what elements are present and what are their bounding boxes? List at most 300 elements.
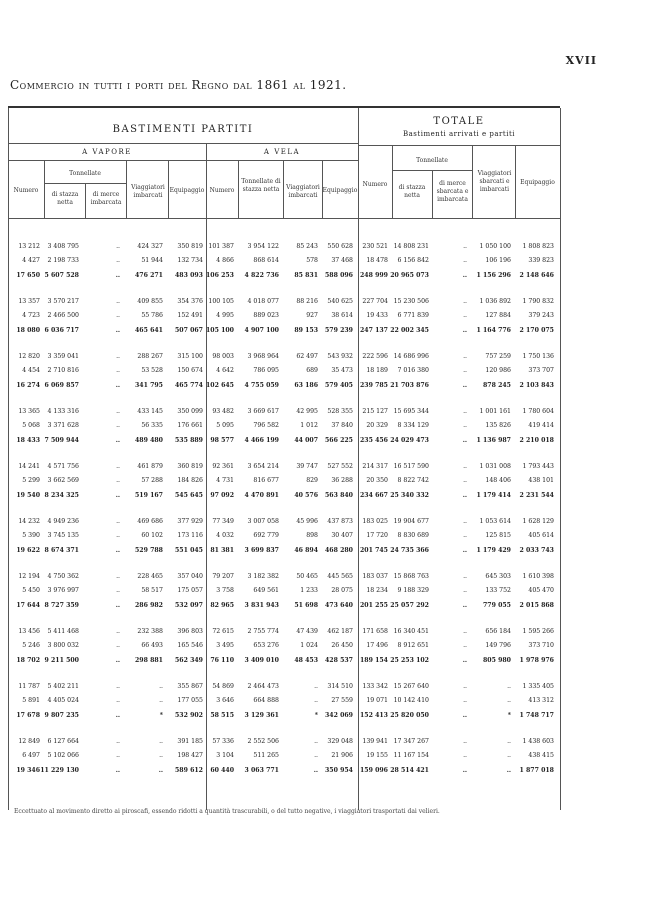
table-cell: 645 303 bbox=[485, 573, 511, 580]
vela-equipaggio-header: Equipaggio bbox=[322, 187, 358, 194]
table-total-row bbox=[0, 602, 655, 612]
table-cell: 3 646 bbox=[216, 697, 234, 704]
table-cell: 653 276 bbox=[253, 642, 279, 649]
table-cell: 18 433 bbox=[16, 437, 40, 444]
table-cell: 57 288 bbox=[141, 477, 163, 484]
table-cell: 692 779 bbox=[253, 532, 279, 539]
table-cell: .. bbox=[158, 767, 163, 774]
table-cell: .. bbox=[463, 573, 467, 580]
table-cell: 350 099 bbox=[177, 408, 203, 415]
table-cell: 98 003 bbox=[212, 353, 234, 360]
table-cell: 15 695 344 bbox=[393, 408, 429, 415]
table-cell: .. bbox=[463, 298, 467, 305]
table-cell: .. bbox=[116, 738, 120, 745]
table-row bbox=[0, 697, 655, 707]
table-cell: 1 050 100 bbox=[479, 243, 511, 250]
table-cell: 4 571 756 bbox=[47, 463, 79, 470]
table-cell: 779 055 bbox=[483, 602, 511, 609]
table-cell: 329 048 bbox=[327, 738, 353, 745]
table-cell: 2 198 733 bbox=[47, 257, 79, 264]
table-cell: .. bbox=[463, 628, 467, 635]
table-cell: .. bbox=[462, 767, 467, 774]
table-cell: 4 018 077 bbox=[247, 298, 279, 305]
table-cell: 545 645 bbox=[175, 492, 203, 499]
table-cell: 868 614 bbox=[253, 257, 279, 264]
table-cell: .. bbox=[463, 518, 467, 525]
table-cell: 2 033 743 bbox=[519, 547, 554, 554]
table-cell: 3 669 617 bbox=[247, 408, 279, 415]
page-number: XVII bbox=[565, 54, 597, 67]
table-cell: 234 667 bbox=[360, 492, 388, 499]
table-cell: 354 376 bbox=[177, 298, 203, 305]
table-cell: .. bbox=[116, 587, 120, 594]
table-cell: 286 982 bbox=[135, 602, 163, 609]
table-cell: 77 349 bbox=[212, 518, 234, 525]
table-cell: 15 267 640 bbox=[393, 683, 429, 690]
table-cell: 230 521 bbox=[362, 243, 388, 250]
table-cell: 483 093 bbox=[175, 272, 203, 279]
table-cell: 3 408 795 bbox=[47, 243, 79, 250]
table-cell: 437 873 bbox=[327, 518, 353, 525]
table-cell: 8 830 689 bbox=[397, 532, 429, 539]
table-cell: 46 894 bbox=[294, 547, 318, 554]
table-cell: 1 036 892 bbox=[479, 298, 511, 305]
table-cell: 1 024 bbox=[300, 642, 318, 649]
table-cell: 1 156 296 bbox=[476, 272, 511, 279]
table-cell: 58 515 bbox=[210, 712, 234, 719]
table-cell: 8 334 129 bbox=[397, 422, 429, 429]
table-cell: 17 678 bbox=[16, 712, 40, 719]
table-cell: 14 686 996 bbox=[393, 353, 429, 360]
table-cell: 6 156 842 bbox=[397, 257, 429, 264]
table-row bbox=[0, 367, 655, 377]
table-cell: 469 686 bbox=[137, 518, 163, 525]
table-cell: 8 674 371 bbox=[44, 547, 79, 554]
table-cell: 527 552 bbox=[327, 463, 353, 470]
table-cell: 4 723 bbox=[22, 312, 40, 319]
table-row bbox=[0, 628, 655, 638]
table-cell: * bbox=[507, 712, 511, 719]
table-row bbox=[0, 587, 655, 597]
table-cell: 20 965 073 bbox=[390, 272, 429, 279]
table-cell: 19 155 bbox=[366, 752, 388, 759]
table-cell: 1 164 776 bbox=[476, 327, 511, 334]
vela-tonnellate-header: Tonnellate di stazza netta bbox=[241, 178, 281, 194]
table-total-row bbox=[0, 272, 655, 282]
footnote: Eccettuato al movimento diretto ai piroscafi, essendo ridotti a quantità trascurabili, o del tutto negative, i viaggiatori trasportati dai velieri. bbox=[14, 808, 440, 815]
table-cell: .. bbox=[463, 243, 467, 250]
table-cell: 438 415 bbox=[528, 752, 554, 759]
table-cell: 85 243 bbox=[296, 243, 318, 250]
table-cell: 150 674 bbox=[177, 367, 203, 374]
table-cell: 2 464 473 bbox=[247, 683, 279, 690]
table-cell: 125 815 bbox=[485, 532, 511, 539]
table-cell: 171 658 bbox=[362, 628, 388, 635]
table-cell: 898 bbox=[306, 532, 318, 539]
table-row bbox=[0, 257, 655, 267]
table-cell: 391 185 bbox=[177, 738, 203, 745]
table-cell: .. bbox=[314, 697, 318, 704]
table-cell: 4 822 736 bbox=[244, 272, 279, 279]
table-cell: 18 702 bbox=[16, 657, 40, 664]
table-cell: 468 280 bbox=[325, 547, 353, 554]
table-cell: 232 388 bbox=[137, 628, 163, 635]
table-cell: 11 229 130 bbox=[40, 767, 79, 774]
table-cell: .. bbox=[463, 463, 467, 470]
table-cell: 12 820 bbox=[18, 353, 40, 360]
table-cell: .. bbox=[463, 642, 467, 649]
table-cell: 409 855 bbox=[137, 298, 163, 305]
table-cell: 159 096 bbox=[360, 767, 388, 774]
table-cell: 786 095 bbox=[253, 367, 279, 374]
totale-numero-header: Numero bbox=[362, 181, 388, 188]
table-cell: 649 561 bbox=[253, 587, 279, 594]
page-title: Commercio in tutti i porti del Regno dal 1861 al 1921. bbox=[10, 78, 347, 92]
table-cell: 106 196 bbox=[485, 257, 511, 264]
table-cell: 4 470 891 bbox=[244, 492, 279, 499]
table-cell: 1 877 018 bbox=[519, 767, 554, 774]
table-cell: 12 194 bbox=[18, 573, 40, 580]
table-cell: 4 427 bbox=[22, 257, 40, 264]
table-cell: 5 411 468 bbox=[47, 628, 79, 635]
table-cell: 16 274 bbox=[16, 382, 40, 389]
table-cell: .. bbox=[116, 642, 120, 649]
table-cell: .. bbox=[116, 628, 120, 635]
table-cell: .. bbox=[116, 463, 120, 470]
table-cell: .. bbox=[463, 697, 467, 704]
table-row bbox=[0, 477, 655, 487]
table-cell: 1 233 bbox=[300, 587, 318, 594]
table-cell: .. bbox=[116, 697, 120, 704]
table-cell: 28 514 421 bbox=[390, 767, 429, 774]
table-cell: .. bbox=[115, 382, 120, 389]
table-cell: 405 614 bbox=[528, 532, 554, 539]
table-cell: 8 822 742 bbox=[397, 477, 429, 484]
table-cell: 350 819 bbox=[177, 243, 203, 250]
table-cell: 5 299 bbox=[22, 477, 40, 484]
table-cell: .. bbox=[463, 367, 467, 374]
table-cell: .. bbox=[463, 752, 467, 759]
table-cell: 562 349 bbox=[175, 657, 203, 664]
table-cell: 473 640 bbox=[325, 602, 353, 609]
table-cell: .. bbox=[462, 657, 467, 664]
table-cell: .. bbox=[462, 437, 467, 444]
table-row bbox=[0, 642, 655, 652]
table-cell: 1 335 405 bbox=[522, 683, 554, 690]
table-cell: 550 628 bbox=[327, 243, 353, 250]
table-cell: 11 167 154 bbox=[393, 752, 429, 759]
table-cell: 5 246 bbox=[22, 642, 40, 649]
table-cell: 11 787 bbox=[18, 683, 40, 690]
table-cell: 183 025 bbox=[362, 518, 388, 525]
table-cell: 19 346 bbox=[16, 767, 40, 774]
table-cell: .. bbox=[314, 738, 318, 745]
table-cell: 9 211 500 bbox=[44, 657, 79, 664]
table-cell: .. bbox=[463, 587, 467, 594]
table-cell: 3 745 135 bbox=[47, 532, 79, 539]
table-cell: 4 642 bbox=[216, 367, 234, 374]
table-cell: 1 012 bbox=[300, 422, 318, 429]
table-cell: 42 995 bbox=[296, 408, 318, 415]
totale-merce-header: di merce sbarcata e imbarcata bbox=[436, 180, 469, 204]
table-cell: 105 100 bbox=[206, 327, 234, 334]
table-cell: 152 491 bbox=[177, 312, 203, 319]
table-cell: 3 758 bbox=[216, 587, 234, 594]
table-cell: 235 456 bbox=[360, 437, 388, 444]
table-cell: 1 793 443 bbox=[522, 463, 554, 470]
table-cell: 465 641 bbox=[135, 327, 163, 334]
table-cell: 13 212 bbox=[18, 243, 40, 250]
table-cell: 3 063 771 bbox=[244, 767, 279, 774]
table-cell: 6 036 717 bbox=[44, 327, 79, 334]
table-cell: 127 884 bbox=[485, 312, 511, 319]
table-cell: 357 040 bbox=[177, 573, 203, 580]
table-cell: 689 bbox=[306, 367, 318, 374]
table-cell: 37 468 bbox=[331, 257, 353, 264]
table-cell: 201 255 bbox=[360, 602, 388, 609]
table-cell: 201 745 bbox=[360, 547, 388, 554]
table-total-row bbox=[0, 437, 655, 447]
table-cell: .. bbox=[507, 752, 511, 759]
table-cell: 93 482 bbox=[212, 408, 234, 415]
table-cell: 315 100 bbox=[177, 353, 203, 360]
table-cell: .. bbox=[462, 712, 467, 719]
table-cell: 25 057 292 bbox=[390, 602, 429, 609]
table-cell: 100 105 bbox=[208, 298, 234, 305]
table-cell: .. bbox=[116, 298, 120, 305]
table-cell: 4 032 bbox=[216, 532, 234, 539]
table-cell: 21 703 876 bbox=[390, 382, 429, 389]
table-cell: 133 752 bbox=[485, 587, 511, 594]
table-cell: 6 497 bbox=[22, 752, 40, 759]
a-vapore-header: A VAPORE bbox=[82, 148, 132, 156]
table-cell: 15 230 506 bbox=[393, 298, 429, 305]
table-row bbox=[0, 573, 655, 583]
table-row bbox=[0, 353, 655, 363]
table-cell: .. bbox=[116, 422, 120, 429]
vapore-merce-header: di merce imbarcata bbox=[90, 191, 122, 207]
table-cell: 3 409 010 bbox=[244, 657, 279, 664]
table-cell: .. bbox=[462, 602, 467, 609]
table-cell: 1 610 398 bbox=[522, 573, 554, 580]
table-cell: 878 245 bbox=[483, 382, 511, 389]
table-cell: 3 359 041 bbox=[47, 353, 79, 360]
vapore-stazza-header: di stazza netta bbox=[51, 191, 79, 207]
table-cell: 1 179 414 bbox=[476, 492, 511, 499]
table-cell: 13 357 bbox=[18, 298, 40, 305]
table-cell: 927 bbox=[306, 312, 318, 319]
table-cell: 489 480 bbox=[135, 437, 163, 444]
table-cell: 25 820 050 bbox=[390, 712, 429, 719]
table-row bbox=[0, 243, 655, 253]
table-cell: .. bbox=[462, 272, 467, 279]
table-cell: 24 029 473 bbox=[390, 437, 429, 444]
table-cell: 37 840 bbox=[331, 422, 353, 429]
table-cell: 173 116 bbox=[177, 532, 203, 539]
table-cell: 13 456 bbox=[18, 628, 40, 635]
table-cell: 757 259 bbox=[485, 353, 511, 360]
table-total-row bbox=[0, 712, 655, 722]
table-cell: 85 831 bbox=[294, 272, 318, 279]
table-cell: 4 750 362 bbox=[47, 573, 79, 580]
vapore-numero-header: Numero bbox=[13, 187, 39, 194]
table-cell: 2 710 816 bbox=[47, 367, 79, 374]
table-cell: .. bbox=[462, 382, 467, 389]
table-cell: 247 137 bbox=[360, 327, 388, 334]
table-cell: .. bbox=[116, 532, 120, 539]
table-cell: 288 267 bbox=[137, 353, 163, 360]
table-cell: 1 179 429 bbox=[476, 547, 511, 554]
table-cell: 2 015 868 bbox=[519, 602, 554, 609]
table-cell: 405 470 bbox=[528, 587, 554, 594]
table-cell: 19 622 bbox=[16, 547, 40, 554]
table-cell: 379 243 bbox=[528, 312, 554, 319]
table-cell: 14 808 231 bbox=[393, 243, 429, 250]
table-cell: 476 271 bbox=[135, 272, 163, 279]
table-cell: .. bbox=[115, 437, 120, 444]
table-cell: 1 808 823 bbox=[522, 243, 554, 250]
table-cell: 88 216 bbox=[296, 298, 318, 305]
table-cell: 7 016 380 bbox=[397, 367, 429, 374]
table-cell: 511 265 bbox=[253, 752, 279, 759]
table-cell: 519 167 bbox=[135, 492, 163, 499]
table-cell: .. bbox=[507, 697, 511, 704]
table-cell: .. bbox=[463, 738, 467, 745]
table-cell: .. bbox=[462, 327, 467, 334]
table-cell: 3 495 bbox=[216, 642, 234, 649]
table-cell: 17 496 bbox=[366, 642, 388, 649]
table-cell: 1 136 987 bbox=[476, 437, 511, 444]
table-cell: 24 735 366 bbox=[390, 547, 429, 554]
table-cell: 3 968 964 bbox=[247, 353, 279, 360]
table-cell: .. bbox=[115, 712, 120, 719]
table-cell: 39 747 bbox=[296, 463, 318, 470]
totale-tonnellate-header: Tonnellate bbox=[416, 157, 448, 164]
table-cell: 48 453 bbox=[294, 657, 318, 664]
table-cell: 396 803 bbox=[177, 628, 203, 635]
table-cell: 579 405 bbox=[325, 382, 353, 389]
table-cell: 433 145 bbox=[137, 408, 163, 415]
table-row bbox=[0, 518, 655, 528]
table-cell: 377 929 bbox=[177, 518, 203, 525]
table-cell: 5 068 bbox=[22, 422, 40, 429]
table-cell: .. bbox=[116, 353, 120, 360]
table-cell: 35 473 bbox=[331, 367, 353, 374]
table-cell: 588 096 bbox=[325, 272, 353, 279]
table-cell: 5 607 528 bbox=[44, 272, 79, 279]
table-cell: 1 438 603 bbox=[522, 738, 554, 745]
table-cell: 360 819 bbox=[177, 463, 203, 470]
totale-header: TOTALE bbox=[433, 116, 485, 127]
table-cell: 1 031 008 bbox=[479, 463, 511, 470]
table-cell: 8 727 359 bbox=[44, 602, 79, 609]
table-cell: 139 941 bbox=[362, 738, 388, 745]
table-cell: .. bbox=[116, 408, 120, 415]
table-cell: 4 866 bbox=[216, 257, 234, 264]
table-cell: 102 645 bbox=[206, 382, 234, 389]
table-cell: 215 127 bbox=[362, 408, 388, 415]
table-cell: 2 552 506 bbox=[247, 738, 279, 745]
table-cell: 4 454 bbox=[22, 367, 40, 374]
table-cell: .. bbox=[116, 257, 120, 264]
table-cell: 189 154 bbox=[360, 657, 388, 664]
table-cell: 6 069 857 bbox=[44, 382, 79, 389]
table-cell: 227 704 bbox=[362, 298, 388, 305]
table-cell: 21 906 bbox=[331, 752, 353, 759]
table-cell: 50 465 bbox=[296, 573, 318, 580]
table-cell: 4 731 bbox=[216, 477, 234, 484]
table-cell: 177 055 bbox=[177, 697, 203, 704]
table-cell: 133 342 bbox=[362, 683, 388, 690]
table-cell: 465 774 bbox=[175, 382, 203, 389]
table-cell: 62 497 bbox=[296, 353, 318, 360]
table-cell: 26 450 bbox=[331, 642, 353, 649]
table-cell: 51 944 bbox=[141, 257, 163, 264]
table-cell: .. bbox=[159, 683, 163, 690]
table-cell: 148 406 bbox=[485, 477, 511, 484]
table-cell: .. bbox=[314, 752, 318, 759]
table-cell: .. bbox=[463, 408, 467, 415]
table-cell: 1 750 136 bbox=[522, 353, 554, 360]
table-cell: .. bbox=[115, 272, 120, 279]
table-cell: 9 807 235 bbox=[44, 712, 79, 719]
table-cell: 3 831 943 bbox=[244, 602, 279, 609]
table-cell: 18 080 bbox=[16, 327, 40, 334]
table-cell: .. bbox=[313, 767, 318, 774]
table-cell: 529 788 bbox=[135, 547, 163, 554]
table-cell: 563 840 bbox=[325, 492, 353, 499]
table-cell: 816 677 bbox=[253, 477, 279, 484]
table-cell: 664 888 bbox=[253, 697, 279, 704]
table-cell: 532 902 bbox=[175, 712, 203, 719]
table-cell: 82 965 bbox=[210, 602, 234, 609]
table-cell: .. bbox=[507, 683, 511, 690]
table-cell: 3 954 122 bbox=[247, 243, 279, 250]
table-cell: 373 707 bbox=[528, 367, 554, 374]
table-cell: 419 414 bbox=[528, 422, 554, 429]
table-cell: 2 231 544 bbox=[519, 492, 554, 499]
table-cell: 528 355 bbox=[327, 408, 353, 415]
table-cell: 135 826 bbox=[485, 422, 511, 429]
table-cell: 54 869 bbox=[212, 683, 234, 690]
table-cell: .. bbox=[116, 367, 120, 374]
table-cell: 589 612 bbox=[175, 767, 203, 774]
table-cell: 106 253 bbox=[206, 272, 234, 279]
table-cell: 5 095 bbox=[216, 422, 234, 429]
table-cell: 424 327 bbox=[137, 243, 163, 250]
table-cell: 3 104 bbox=[216, 752, 234, 759]
table-cell: 566 225 bbox=[325, 437, 353, 444]
table-cell: 1 780 604 bbox=[522, 408, 554, 415]
table-cell: 535 889 bbox=[175, 437, 203, 444]
table-total-row bbox=[0, 657, 655, 667]
table-cell: 4 907 100 bbox=[244, 327, 279, 334]
table-cell: 214 317 bbox=[362, 463, 388, 470]
table-cell: 248 999 bbox=[360, 272, 388, 279]
table-cell: 3 182 382 bbox=[247, 573, 279, 580]
table-cell: 27 559 bbox=[331, 697, 353, 704]
table-cell: 198 427 bbox=[177, 752, 203, 759]
table-cell: .. bbox=[462, 492, 467, 499]
table-total-row bbox=[0, 767, 655, 777]
table-cell: 14 241 bbox=[18, 463, 40, 470]
table-cell: .. bbox=[115, 657, 120, 664]
table-cell: .. bbox=[159, 752, 163, 759]
table-cell: 81 381 bbox=[210, 547, 234, 554]
table-cell: 543 932 bbox=[327, 353, 353, 360]
table-cell: .. bbox=[115, 602, 120, 609]
table-cell: 44 007 bbox=[294, 437, 318, 444]
